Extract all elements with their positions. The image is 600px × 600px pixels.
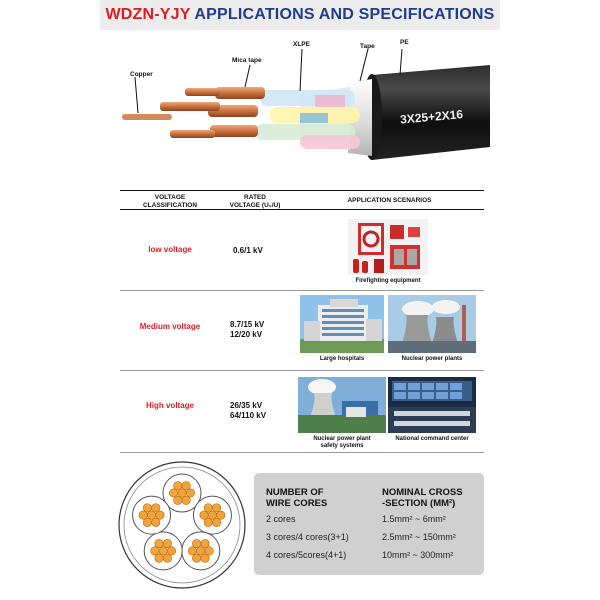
table-header xyxy=(120,190,484,210)
page-header xyxy=(100,0,500,30)
cooling-towers-photo xyxy=(388,295,476,353)
label-pe: PE xyxy=(400,39,409,46)
header-application-scenarios: APPLICATION SCENARIOS xyxy=(347,197,432,204)
spec-cores: 4 cores/5cores(4+1) xyxy=(266,550,347,560)
header-line: RATED xyxy=(244,194,266,201)
application-table xyxy=(120,190,484,453)
application-caption: Firefighting equipment xyxy=(355,278,421,284)
product-code: WDZN-YJY xyxy=(105,6,191,23)
conductor-core xyxy=(193,496,231,534)
header-line: VOLTAGE xyxy=(154,194,186,201)
table-row xyxy=(120,291,484,371)
rated-voltage xyxy=(233,246,263,256)
hospital-building-photo xyxy=(300,295,384,353)
cable-structure-diagram xyxy=(110,35,490,190)
label-tape: Tape xyxy=(360,43,375,50)
table-row xyxy=(120,371,484,453)
table-row xyxy=(120,210,484,291)
title-text: APPLICATIONS AND SPECIFICATIONS xyxy=(194,6,495,23)
spec-section: 2.5mm² ~ 150mm² xyxy=(382,532,456,542)
pe-leader xyxy=(400,49,402,75)
page-title xyxy=(105,6,494,24)
voltage-class-high: High voltage xyxy=(145,401,194,410)
caption-line: safety systems xyxy=(320,443,364,449)
nuclear-plant-aerial-photo xyxy=(298,377,386,433)
copper-conductor-3 xyxy=(185,88,220,96)
copper-strand xyxy=(122,114,172,120)
application-caption: Large hospitals xyxy=(319,356,365,362)
spec-section: 1.5mm² ~ 6mm² xyxy=(382,514,446,524)
spec-section: 10mm² ~ 300mm² xyxy=(382,550,454,560)
conductor-core xyxy=(133,496,171,534)
cable-cross-section xyxy=(117,460,247,590)
copper-conductor xyxy=(160,102,220,111)
application-caption xyxy=(298,436,386,450)
application-caption: National command center xyxy=(395,436,469,442)
header-line: CLASSIFICATION xyxy=(142,201,198,209)
label-copper: Copper xyxy=(130,71,153,78)
mica-tape-wrap xyxy=(215,87,265,99)
spec-cores: 2 cores xyxy=(266,514,296,524)
voltage-class-low: low voltage xyxy=(148,245,192,254)
mica-tape-wrap-3 xyxy=(210,125,258,137)
label-xlpe: XLPE xyxy=(293,41,310,48)
xlpe-leader xyxy=(300,49,302,91)
cable-marking: 3X25+2X16 xyxy=(399,107,464,127)
tape-leader xyxy=(360,49,368,81)
rated-voltage-value: 8.7/15 kV xyxy=(230,320,265,329)
label-mica-tape: Mica tape xyxy=(232,57,262,64)
spec-cores: 3 cores/4 cores(3+1) xyxy=(266,532,349,542)
control-room-photo xyxy=(388,377,476,433)
header-rated-voltage xyxy=(220,194,290,209)
header-line: VOLTAGE (U₀/U) xyxy=(229,201,281,209)
copper-conductor-2 xyxy=(170,130,215,138)
header-wire-cores xyxy=(266,487,327,509)
cable-illustration xyxy=(110,35,490,190)
header-line: -SECTION (MM²) xyxy=(382,498,456,509)
mica-leader xyxy=(245,65,250,87)
caption-line: Nuclear power plant xyxy=(313,436,371,442)
rated-voltage-value: 26/35 kV xyxy=(230,401,263,410)
copper-leader xyxy=(135,77,138,113)
voltage-class-medium: Medium voltage xyxy=(139,322,201,331)
color-marking xyxy=(315,95,345,107)
rated-voltage xyxy=(230,320,264,340)
conductor-core xyxy=(182,532,220,570)
conductor-core xyxy=(144,532,182,570)
firefighting-equipment-photo xyxy=(348,219,428,275)
rated-voltage-value: 64/110 kV xyxy=(230,411,267,420)
color-marking-blue xyxy=(300,113,328,123)
header-line: NUMBER OF xyxy=(266,487,324,498)
rated-voltage-value: 12/20 kV xyxy=(230,330,263,339)
cross-section-svg xyxy=(117,460,247,590)
application-caption: Nuclear power plants xyxy=(401,356,463,362)
rated-voltage-value: 0.6/1 kV xyxy=(233,246,263,255)
specifications-panel xyxy=(254,473,484,575)
rated-voltage xyxy=(230,401,266,421)
header-voltage-classification xyxy=(120,194,220,209)
header-line: WIRE CORES xyxy=(266,498,328,509)
header-cross-section xyxy=(382,487,463,509)
core-pink xyxy=(300,135,360,149)
header-line: NOMINAL CROSS xyxy=(382,487,463,498)
